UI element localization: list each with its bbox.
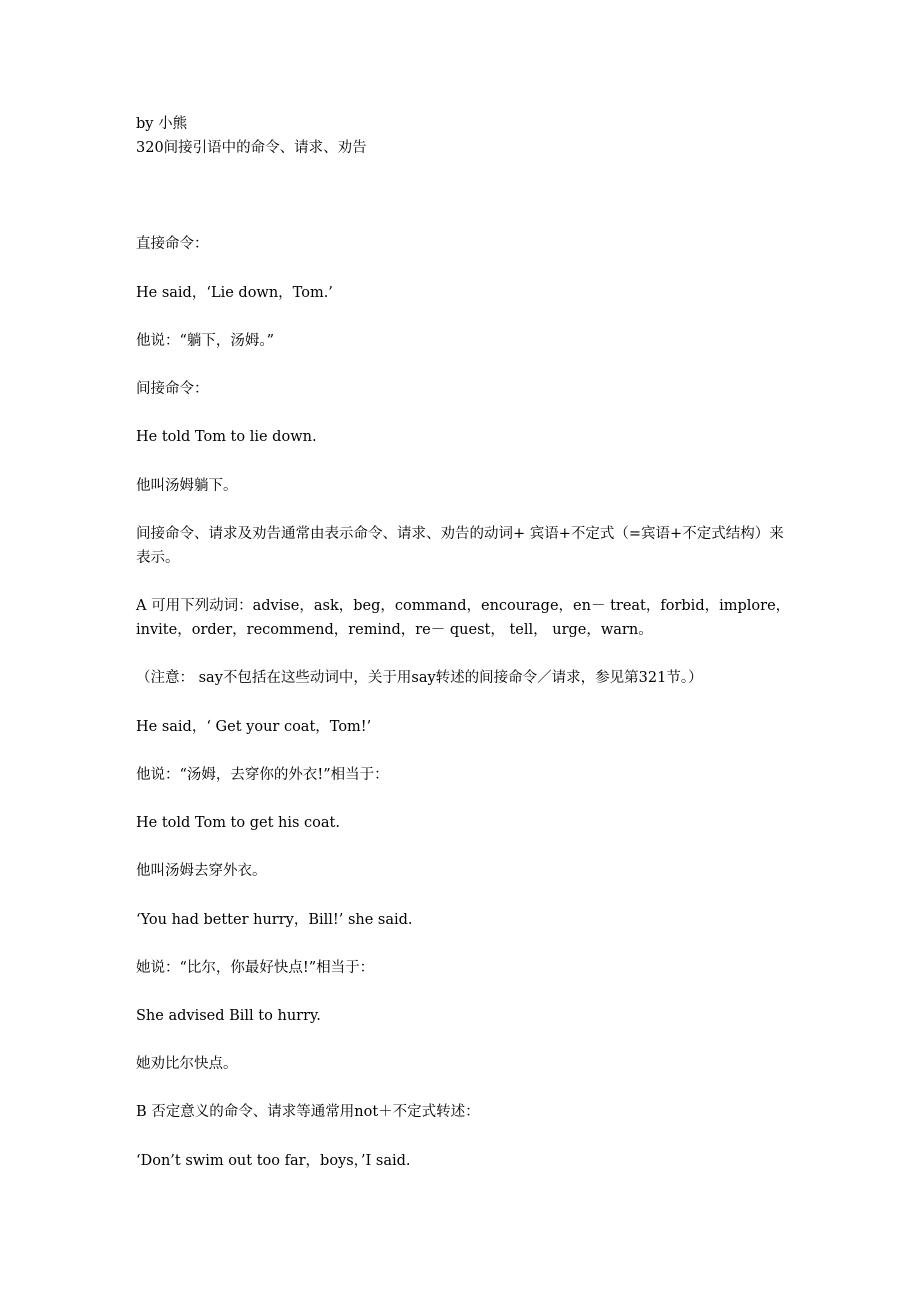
paragraph-direct-command-heading: 直接命令： [136,236,209,252]
paragraph-example-direct-en: He said，‘Lie down，Tom.’ [136,285,333,301]
paragraph-negative-rule: B 否定意义的命令、请求等通常用not＋不定式转述： [136,1104,480,1120]
paragraph-verb-list: A 可用下列动词：advise，ask，beg，command，encourage，en－ treat，forbid，implore，invite，order，recommend，remind，re－ quest， tell， urge，warn。 [136,598,791,638]
paragraph-example-hurry-en: ‘You had better hurry，Bill!’ she said. [136,912,413,928]
paragraph-example-coat-indirect-zh: 他叫汤姆去穿外衣。 [136,863,267,879]
paragraph-example-coat-indirect-en: He told Tom to get his coat. [136,815,340,831]
paragraph-example-swim-en: ‘Don’t swim out too far，boys，’I said. [136,1153,411,1169]
paragraph-example-direct-zh: 他说：“躺下，汤姆。” [136,333,275,349]
paragraph-example-coat-en: He said，‘ Get your coat，Tom!’ [136,719,372,735]
paragraph-example-indirect-en: He told Tom to lie down. [136,429,317,445]
paragraph-example-indirect-zh: 他叫汤姆躺下。 [136,478,238,494]
paragraph-example-coat-zh: 他说：“汤姆，去穿你的外衣!”相当于： [136,767,389,783]
paragraph-rule-explanation: 间接命令、请求及劝告通常由表示命令、请求、劝告的动词+ 宾语+不定式（=宾语+不定式结构）来表示。 [136,526,784,566]
paragraph-indirect-command-heading: 间接命令： [136,381,209,397]
paragraph-example-hurry-zh: 她说：“比尔，你最好快点!”相当于： [136,960,375,976]
paragraph-note: （注意： say不包括在这些动词中，关于用say转述的间接命令／请求，参见第321节。） [136,670,703,686]
paragraph-example-hurry-indirect-zh: 她劝比尔快点。 [136,1056,238,1072]
section-title: 320间接引语中的命令、请求、劝告 [136,140,367,156]
paragraph-example-hurry-indirect-en: She advised Bill to hurry. [136,1008,321,1024]
author-line: by 小熊 [136,116,188,132]
